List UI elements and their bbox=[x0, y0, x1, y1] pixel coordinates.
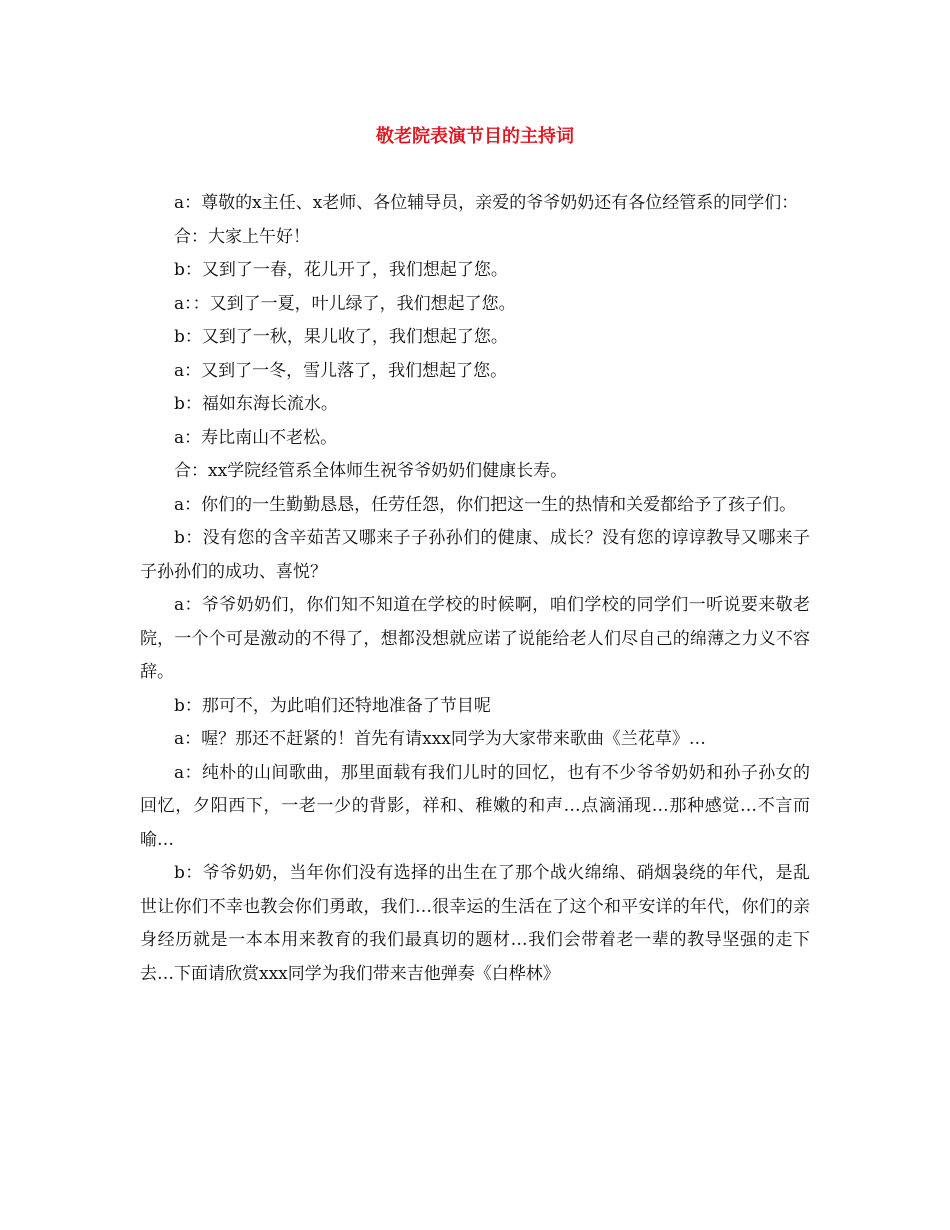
paragraph: a：喔？那还不赶紧的！首先有请xxx同学为大家带来歌曲《兰花草》… bbox=[174, 729, 706, 749]
paragraph: b：又到了一春，花儿开了，我们想起了您。 bbox=[174, 260, 508, 280]
paragraph: 合：xx学院经管系全体师生祝爷爷奶奶们健康长寿。 bbox=[174, 461, 568, 481]
paragraph: b：爷爷奶奶，当年你们没有选择的出生在了那个战火绵绵、硝烟袅绕的年代，是乱世让你们不幸也教会你们勇敢，我们…很幸运的生活在了这个和平安详的年代，你们的亲身经历就是一本本用来教育的我们最真切的题材…我们会带着老一辈的教导坚强的走下去…下面请欣赏xxx同学为我们带来吉他弹奏《白桦林》 bbox=[140, 863, 810, 984]
paragraph: b：那可不，为此咱们还特地准备了节目呢 bbox=[174, 695, 491, 716]
document-body bbox=[140, 187, 810, 991]
paragraph: b：又到了一秋，果儿收了，我们想起了您。 bbox=[174, 327, 508, 347]
paragraph: a：爷爷奶奶们，你们知不知道在学校的时候啊，咱们学校的同学们一听说要来敬老院，一个个可是激动的不得了，想都没想就应诺了说能给老人们尽自己的绵薄之力义不容辞。 bbox=[140, 595, 810, 682]
paragraph: a：尊敬的x主任、x老师、各位辅导员，亲爱的爷爷奶奶还有各位经管系的同学们： bbox=[174, 193, 799, 213]
paragraph: 合：大家上午好！ bbox=[174, 226, 310, 247]
paragraph: b：福如东海长流水。 bbox=[174, 394, 338, 414]
paragraph: a：寿比南山不老松。 bbox=[174, 427, 338, 448]
paragraph: a：你们的一生勤勤恳恳，任劳任怨，你们把这一生的热情和关爱都给予了孩子们。 bbox=[174, 494, 797, 515]
paragraph: b：没有您的含辛茹苦又哪来子子孙孙们的健康、成长？没有您的谆谆教导又哪来子子孙孙们的成功、喜悦？ bbox=[140, 528, 810, 582]
page-title: 敬老院表演节目的主持词 bbox=[376, 126, 574, 147]
paragraph: a：纯朴的山间歌曲，那里面载有我们儿时的回忆，也有不少爷爷奶奶和孙子孙女的回忆，夕阳西下，一老一少的背影，祥和、稚嫩的和声…点滴涌现…那种感觉…不言而喻… bbox=[140, 762, 810, 850]
paragraph: a：：又到了一夏，叶儿绿了，我们想起了您。 bbox=[174, 293, 516, 314]
paragraph: a：又到了一冬，雪儿落了，我们想起了您。 bbox=[174, 360, 508, 381]
